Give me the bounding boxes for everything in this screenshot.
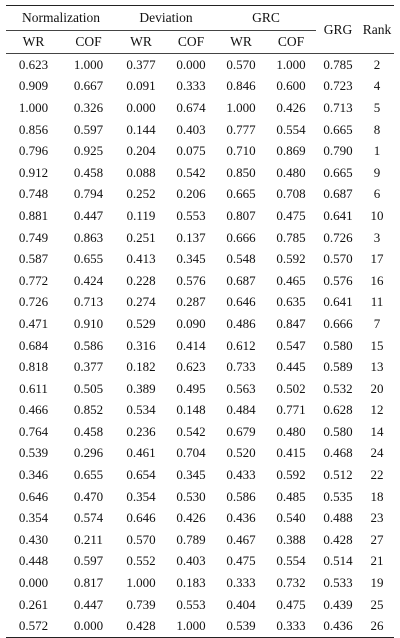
norm-wr-cell: 0.430	[18, 531, 49, 547]
dev-cof-cell: 0.345	[176, 251, 206, 267]
dev-wr-cell: 0.534	[126, 402, 156, 418]
norm-wr-cell: 0.611	[19, 380, 48, 396]
rank-cell: 24	[370, 445, 384, 461]
norm-cof-cell: 0.505	[73, 380, 104, 396]
dev-cof-cell: 0.075	[176, 143, 206, 159]
norm-wr-cell: 0.646	[18, 488, 49, 504]
rank-cell: 27	[370, 531, 384, 547]
table-row	[6, 270, 394, 292]
norm-cof-cell: 0.447	[73, 596, 104, 612]
table-row	[6, 356, 394, 378]
grc-cof-cell: 0.732	[276, 575, 306, 591]
dev-wr-cell: 0.252	[126, 186, 156, 202]
header-rank: Rank	[360, 6, 394, 54]
grc-cof-cell: 0.554	[276, 553, 306, 569]
grc-cof-cell: 0.415	[276, 445, 306, 461]
grc-cof-cell: 0.445	[276, 359, 306, 375]
dev-wr-cell: 0.228	[126, 272, 156, 288]
grc-cof-cell: 0.475	[276, 596, 306, 612]
dev-cof-cell: 0.576	[176, 272, 206, 288]
table-row	[6, 507, 394, 529]
subheader-wr: WR	[116, 31, 166, 54]
grg-cell: 0.533	[323, 575, 353, 591]
header-grc: GRC	[216, 6, 316, 31]
table-row	[6, 529, 394, 551]
rank-cell: 22	[370, 467, 384, 483]
norm-wr-cell: 0.909	[18, 78, 49, 94]
norm-wr-cell: 0.587	[18, 251, 49, 267]
grc-cof-cell: 1.000	[276, 56, 306, 72]
grc-cof-cell: 0.465	[276, 272, 306, 288]
grg-cell: 0.723	[323, 78, 353, 94]
grc-wr-cell: 0.646	[226, 294, 256, 310]
grc-wr-cell: 0.687	[226, 272, 256, 288]
dev-wr-cell: 0.236	[126, 423, 156, 439]
dev-cof-cell: 0.553	[176, 207, 206, 223]
rank-cell: 1	[373, 143, 381, 159]
norm-cof-cell: 0.817	[73, 575, 104, 591]
norm-cof-cell: 0.925	[73, 143, 104, 159]
dev-cof-cell: 0.287	[176, 294, 206, 310]
dev-wr-cell: 0.316	[126, 337, 156, 353]
grc-cof-cell: 0.502	[276, 380, 306, 396]
norm-wr-cell: 0.818	[18, 359, 49, 375]
dev-wr-cell: 0.144	[126, 121, 156, 137]
table-row	[6, 227, 394, 249]
dev-wr-cell: 1.000	[126, 575, 156, 591]
norm-cof-cell: 0.586	[73, 337, 104, 353]
dev-cof-cell: 0.674	[176, 99, 206, 115]
norm-wr-cell: 0.623	[18, 56, 49, 72]
norm-cof-cell: 0.655	[73, 467, 104, 483]
norm-cof-cell: 0.597	[73, 553, 104, 569]
grc-cof-cell: 0.708	[276, 186, 306, 202]
dev-wr-cell: 0.377	[126, 56, 156, 72]
dev-cof-cell: 0.426	[176, 510, 206, 526]
norm-wr-cell: 0.261	[18, 596, 49, 612]
norm-cof-cell: 0.910	[73, 315, 104, 331]
norm-wr-cell: 0.539	[18, 445, 49, 461]
norm-cof-cell: 0.667	[73, 78, 104, 94]
norm-wr-cell: 0.772	[18, 272, 49, 288]
grg-cell: 0.535	[323, 488, 353, 504]
grg-cell: 0.641	[323, 207, 353, 223]
norm-cof-cell: 0.574	[73, 510, 104, 526]
grc-cof-cell: 0.426	[276, 99, 306, 115]
header-normalization: Normalization	[6, 6, 116, 31]
norm-cof-cell: 0.713	[73, 294, 104, 310]
norm-wr-cell: 0.764	[18, 423, 49, 439]
grc-cof-cell: 0.485	[276, 488, 306, 504]
grc-wr-cell: 0.612	[226, 337, 256, 353]
dev-wr-cell: 0.654	[126, 467, 156, 483]
grc-wr-cell: 0.777	[226, 121, 256, 137]
table-row	[6, 119, 394, 141]
grc-cof-cell: 0.635	[276, 294, 306, 310]
dev-wr-cell: 0.182	[126, 359, 156, 375]
grc-wr-cell: 0.484	[226, 402, 256, 418]
grc-wr-cell: 0.333	[226, 575, 256, 591]
rank-cell: 4	[373, 78, 381, 94]
rank-cell: 10	[370, 207, 384, 223]
norm-cof-cell: 0.852	[73, 402, 104, 418]
table-row	[6, 97, 394, 119]
rank-cell: 23	[370, 510, 384, 526]
subheader-cof: COF	[266, 31, 316, 54]
norm-cof-cell: 0.597	[73, 121, 104, 137]
rank-cell: 11	[370, 294, 384, 310]
dev-cof-cell: 0.183	[176, 575, 206, 591]
grc-cof-cell: 0.540	[276, 510, 306, 526]
dev-wr-cell: 0.461	[126, 445, 156, 461]
grc-wr-cell: 0.679	[226, 423, 256, 439]
norm-cof-cell: 0.424	[73, 272, 104, 288]
norm-cof-cell: 0.377	[73, 359, 104, 375]
dev-wr-cell: 0.204	[126, 143, 156, 159]
dev-cof-cell: 0.403	[176, 121, 206, 137]
grc-cof-cell: 0.475	[276, 207, 306, 223]
table-row	[6, 486, 394, 508]
dev-cof-cell: 0.553	[176, 596, 206, 612]
grg-cell: 0.641	[323, 294, 353, 310]
grg-cell: 0.687	[323, 186, 353, 202]
table-row	[6, 54, 394, 76]
dev-wr-cell: 0.091	[126, 78, 156, 94]
grc-wr-cell: 0.548	[226, 251, 256, 267]
rank-cell: 26	[360, 615, 394, 637]
table-row	[6, 162, 394, 184]
norm-wr-cell: 0.466	[18, 402, 49, 418]
header-deviation: Deviation	[116, 6, 216, 31]
norm-wr-cell: 0.749	[18, 229, 49, 245]
table-row	[6, 400, 394, 422]
dev-cof-cell: 0.148	[176, 402, 206, 418]
grc-wr-cell: 0.666	[226, 229, 256, 245]
rank-cell: 12	[370, 402, 384, 418]
grc-cof-cell: 0.333	[266, 615, 316, 637]
rank-cell: 18	[370, 488, 384, 504]
norm-wr-cell: 0.912	[18, 164, 49, 180]
rank-cell: 13	[370, 359, 384, 375]
dev-wr-cell: 0.646	[126, 510, 156, 526]
rank-cell: 8	[373, 121, 381, 137]
grg-cell: 0.439	[323, 596, 353, 612]
dev-wr-cell: 0.088	[126, 164, 156, 180]
grc-wr-cell: 0.404	[226, 596, 256, 612]
norm-wr-cell: 0.748	[18, 186, 49, 202]
rank-cell: 5	[373, 99, 381, 115]
grc-wr-cell: 0.710	[226, 143, 256, 159]
norm-cof-cell: 0.296	[73, 445, 104, 461]
grc-cof-cell: 0.388	[276, 531, 306, 547]
dev-cof-cell: 0.789	[176, 531, 206, 547]
grg-cell: 0.666	[323, 315, 353, 331]
grg-cell: 0.580	[323, 337, 353, 353]
grc-wr-cell: 0.467	[226, 531, 256, 547]
rank-cell: 25	[370, 596, 384, 612]
dev-wr-cell: 0.413	[126, 251, 156, 267]
grg-cell: 0.428	[323, 531, 353, 547]
dev-wr-cell: 0.119	[126, 207, 156, 223]
norm-cof-cell: 0.794	[73, 186, 104, 202]
norm-wr-cell: 0.448	[18, 553, 49, 569]
subheader-wr: WR	[6, 31, 61, 54]
table-row	[6, 140, 394, 162]
grc-cof-cell: 0.480	[276, 423, 306, 439]
norm-wr-cell: 1.000	[18, 99, 49, 115]
grg-cell: 0.589	[323, 359, 353, 375]
grc-wr-cell: 0.570	[226, 56, 256, 72]
dev-cof-cell: 0.403	[176, 553, 206, 569]
table-row	[6, 421, 394, 443]
grc-wr-cell: 0.586	[226, 488, 256, 504]
grc-wr-cell: 0.807	[226, 207, 256, 223]
dev-wr-cell: 0.552	[126, 553, 156, 569]
rank-cell: 15	[370, 337, 384, 353]
grc-cof-cell: 0.592	[276, 467, 306, 483]
rank-cell: 14	[370, 423, 384, 439]
norm-wr-cell: 0.684	[18, 337, 49, 353]
norm-cof-cell: 0.863	[73, 229, 104, 245]
grc-wr-cell: 0.436	[226, 510, 256, 526]
grc-cof-cell: 0.785	[276, 229, 306, 245]
norm-wr-cell: 0.354	[18, 510, 49, 526]
grc-wr-cell: 0.665	[226, 186, 256, 202]
grg-cell: 0.512	[323, 467, 353, 483]
dev-cof-cell: 0.495	[176, 380, 206, 396]
grg-cell: 0.532	[323, 380, 353, 396]
grc-wr-cell: 0.733	[226, 359, 256, 375]
rank-cell: 3	[373, 229, 381, 245]
norm-wr-cell: 0.726	[18, 294, 49, 310]
table-row	[6, 184, 394, 206]
dev-cof-cell: 0.704	[176, 445, 206, 461]
dev-wr-cell: 0.000	[126, 99, 156, 115]
grc-wr-cell: 0.486	[226, 315, 256, 331]
grg-cell: 0.570	[323, 251, 353, 267]
grg-cell: 0.576	[323, 272, 353, 288]
grg-cell: 0.628	[323, 402, 353, 418]
norm-cof-cell: 0.326	[73, 99, 104, 115]
table-row	[6, 313, 394, 335]
rank-cell: 2	[373, 56, 381, 72]
subheader-cof: COF	[166, 31, 216, 54]
norm-cof-cell: 0.655	[73, 251, 104, 267]
grc-wr-cell: 0.846	[226, 78, 256, 94]
norm-wr-cell: 0.572	[6, 615, 61, 637]
dev-cof-cell: 0.333	[176, 78, 206, 94]
grg-cell: 0.468	[323, 445, 353, 461]
grg-cell: 0.665	[323, 164, 353, 180]
grey-relational-table	[6, 5, 394, 638]
table-body	[6, 54, 394, 638]
grc-cof-cell: 0.600	[276, 78, 306, 94]
dev-cof-cell: 0.000	[176, 56, 206, 72]
grc-wr-cell: 0.850	[226, 164, 256, 180]
rank-cell: 9	[373, 164, 381, 180]
subheader-wr: WR	[216, 31, 266, 54]
dev-cof-cell: 0.542	[176, 423, 206, 439]
grc-wr-cell: 0.475	[226, 553, 256, 569]
table-row	[6, 335, 394, 357]
dev-wr-cell: 0.428	[116, 615, 166, 637]
rank-cell: 16	[370, 272, 384, 288]
grc-wr-cell: 0.433	[226, 467, 256, 483]
rank-cell: 19	[370, 575, 384, 591]
table-row	[6, 292, 394, 314]
dev-cof-cell: 0.623	[176, 359, 206, 375]
dev-wr-cell: 0.274	[126, 294, 156, 310]
norm-wr-cell: 0.881	[18, 207, 49, 223]
dev-cof-cell: 0.137	[176, 229, 206, 245]
subheader-cof: COF	[61, 31, 116, 54]
grc-cof-cell: 0.554	[276, 121, 306, 137]
grc-wr-cell: 1.000	[226, 99, 256, 115]
norm-wr-cell: 0.346	[18, 467, 49, 483]
grc-wr-cell: 0.539	[216, 615, 266, 637]
grg-cell: 0.665	[323, 121, 353, 137]
norm-cof-cell: 0.000	[61, 615, 116, 637]
dev-wr-cell: 0.389	[126, 380, 156, 396]
table-row	[6, 551, 394, 573]
dev-cof-cell: 0.090	[176, 315, 206, 331]
dev-cof-cell: 1.000	[166, 615, 216, 637]
table-row	[6, 205, 394, 227]
dev-cof-cell: 0.414	[176, 337, 206, 353]
dev-cof-cell: 0.345	[176, 467, 206, 483]
grg-cell: 0.790	[323, 143, 353, 159]
grg-cell: 0.726	[323, 229, 353, 245]
grc-cof-cell: 0.480	[276, 164, 306, 180]
norm-cof-cell: 0.470	[73, 488, 104, 504]
norm-wr-cell: 0.471	[18, 315, 49, 331]
norm-wr-cell: 0.000	[18, 575, 49, 591]
norm-cof-cell: 0.458	[73, 164, 104, 180]
table-row	[6, 378, 394, 400]
table-row	[6, 464, 394, 486]
norm-cof-cell: 0.447	[73, 207, 104, 223]
dev-wr-cell: 0.529	[126, 315, 156, 331]
grc-cof-cell: 0.869	[276, 143, 306, 159]
table-row	[6, 248, 394, 270]
dev-wr-cell: 0.251	[126, 229, 156, 245]
dev-cof-cell: 0.530	[176, 488, 206, 504]
table-row	[6, 594, 394, 616]
grg-cell: 0.785	[323, 56, 353, 72]
norm-wr-cell: 0.856	[18, 121, 49, 137]
rank-cell: 7	[373, 315, 381, 331]
grg-cell: 0.488	[323, 510, 353, 526]
dev-wr-cell: 0.354	[126, 488, 156, 504]
rank-cell: 17	[370, 251, 384, 267]
rank-cell: 21	[370, 553, 384, 569]
header-grg: GRG	[316, 6, 360, 54]
rank-cell: 6	[373, 186, 381, 202]
dev-cof-cell: 0.206	[176, 186, 206, 202]
dev-cof-cell: 0.542	[176, 164, 206, 180]
norm-wr-cell: 0.796	[18, 143, 49, 159]
grc-wr-cell: 0.520	[226, 445, 256, 461]
norm-cof-cell: 1.000	[73, 56, 104, 72]
table-row	[6, 76, 394, 98]
grc-cof-cell: 0.771	[276, 402, 306, 418]
dev-wr-cell: 0.570	[126, 531, 156, 547]
grc-wr-cell: 0.563	[226, 380, 256, 396]
grg-cell: 0.580	[323, 423, 353, 439]
dev-wr-cell: 0.739	[126, 596, 156, 612]
rank-cell: 20	[370, 380, 384, 396]
grc-cof-cell: 0.547	[276, 337, 306, 353]
grg-cell: 0.436	[316, 615, 360, 637]
table-row	[6, 443, 394, 465]
norm-cof-cell: 0.211	[74, 531, 103, 547]
grc-cof-cell: 0.847	[276, 315, 306, 331]
table-row	[6, 615, 394, 637]
grg-cell: 0.514	[323, 553, 353, 569]
grg-cell: 0.713	[323, 99, 353, 115]
norm-cof-cell: 0.458	[73, 423, 104, 439]
table-row	[6, 572, 394, 594]
grc-cof-cell: 0.592	[276, 251, 306, 267]
